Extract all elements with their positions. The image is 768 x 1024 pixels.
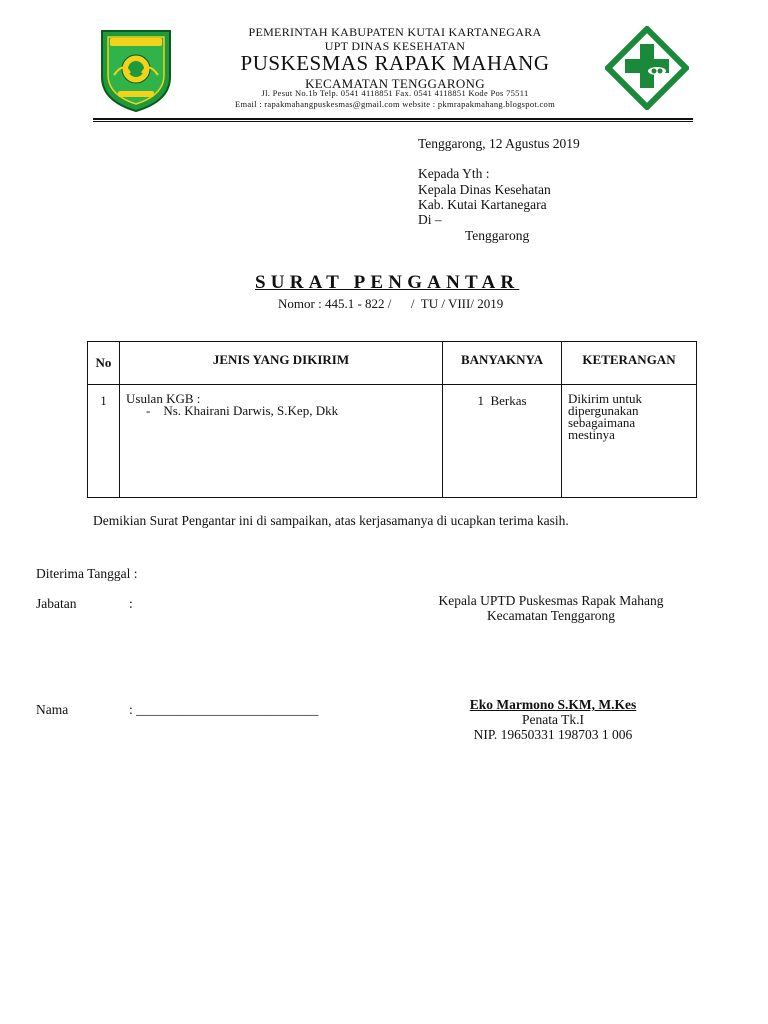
header-government: PEMERINTAH KABUPATEN KUTAI KARTANEGARA — [248, 25, 542, 39]
header-address: Jl. Pesut No.1b Telp. 0541 4118851 Fax. 0541 4118851 Kode Pos 75511 — [261, 88, 529, 98]
signatory-rank: Penata Tk.I — [522, 712, 584, 727]
cell-keterangan — [562, 385, 697, 498]
cell-jenis — [120, 385, 443, 498]
signatory-nip: NIP. 19650331 198703 1 006 — [473, 727, 633, 742]
cell-banyaknya: 1 Berkas — [443, 385, 562, 498]
col-header-no: No — [88, 342, 120, 385]
col-header-banyaknya: BANYAKNYA — [443, 342, 562, 385]
col-header-jenis: JENIS YANG DIKIRIM — [120, 342, 443, 385]
letter-number: Nomor : 445.1 - 822 / / TU / VIII/ 2019 — [278, 296, 504, 311]
table-row — [88, 385, 697, 498]
received-date-label: Diterima Tanggal : — [36, 566, 138, 581]
puskesmas-cross-icon — [605, 26, 689, 110]
header-divider — [93, 118, 693, 120]
recipient-line-1: Kepada Yth : — [418, 166, 490, 181]
closing-sentence: Demikian Surat Pengantar ini di sampaikan, atas kerjasamanya di ucapkan terima kasih. — [93, 513, 569, 528]
jenis-line-1: Usulan KGB : — [126, 391, 201, 406]
ket-line-2: dipergunakan — [568, 403, 639, 418]
cell-no: 1 — [88, 385, 120, 498]
jabatan-label: Jabatan — [36, 596, 77, 611]
col-header-keterangan: KETERANGAN — [562, 342, 697, 385]
header-department: UPT DINAS KESEHATAN — [324, 39, 466, 53]
header-contact: Email : rapakmahangpuskesmas@gmail.com website : pkmrapakmahang.blogspot.com — [234, 99, 556, 109]
letter-title: SURAT PENGANTAR — [255, 272, 520, 293]
nama-line: : ___________________________ — [129, 702, 319, 717]
ket-line-4: mestinya — [568, 427, 615, 442]
table-header-row — [88, 342, 697, 385]
header-institution: PUSKESMAS RAPAK MAHANG — [240, 51, 550, 75]
header-district: KECAMATAN TENGGARONG — [305, 76, 485, 91]
recipient-line-5: Tenggarong — [465, 228, 530, 243]
ket-line-1: Dikirim untuk — [568, 391, 643, 406]
recipient-line-3: Kab. Kutai Kartanegara — [418, 197, 547, 212]
jabatan-colon: : — [129, 596, 133, 611]
ket-line-3: sebagaimana — [568, 415, 636, 430]
items-table — [87, 341, 697, 498]
jenis-line-2: - Ns. Khairani Darwis, S.Kep, Dkk — [146, 403, 339, 418]
place-date: Tenggarong, 12 Agustus 2019 — [418, 136, 580, 151]
signatory-name: Eko Marmono S.KM, M.Kes — [469, 697, 637, 712]
header-divider-thin — [93, 121, 693, 122]
signatory-position-1: Kepala UPTD Puskesmas Rapak Mahang — [438, 593, 664, 608]
recipient-line-4: Di – — [418, 212, 442, 227]
recipient-line-2: Kepala Dinas Kesehatan — [418, 182, 551, 197]
nama-label: Nama — [36, 702, 69, 717]
kutai-kartanegara-emblem-icon — [96, 25, 176, 113]
signatory-position-2: Kecamatan Tenggarong — [486, 608, 616, 623]
